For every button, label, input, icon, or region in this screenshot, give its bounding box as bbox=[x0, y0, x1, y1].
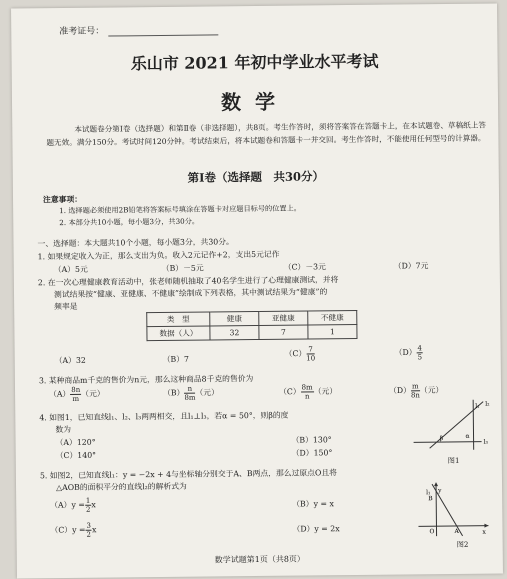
notice-item: 2. 本部分共10小题，每小题3分，共30分。 bbox=[59, 216, 200, 228]
q4-option-b: （B）130° bbox=[291, 435, 332, 445]
q5-option-c bbox=[50, 522, 96, 539]
q1-option-d: （D）7元 bbox=[393, 261, 429, 271]
q4-stem-line1: 4. 如图1，已知直线l₁、l₂、l₃两两相交，且l₁⊥l₃，若α = 50°，则β的度 bbox=[39, 410, 289, 423]
exam-subject: 数学 bbox=[220, 89, 290, 115]
fraction bbox=[411, 382, 420, 399]
option-label: （A） bbox=[49, 389, 71, 399]
figure-1 bbox=[409, 398, 492, 455]
fraction bbox=[306, 345, 315, 362]
option-label: （C）y = bbox=[50, 525, 86, 535]
fraction-numerator: m bbox=[411, 382, 419, 391]
figure2-x-arrow bbox=[484, 524, 488, 528]
figure1-line-l3 bbox=[414, 442, 482, 443]
q3-option-b bbox=[163, 384, 219, 402]
option-unit: （元） bbox=[419, 385, 444, 395]
q5-option-b: （B）y = x bbox=[292, 499, 334, 509]
q2-stem-line1: 2. 在一次心理健康教育活动中，张老师随机抽取了40名学生进行了心理健康测试，并将 bbox=[37, 275, 339, 288]
notice-label: 注意事项： bbox=[42, 194, 83, 205]
q5-stem-line1: 5. 如图2，已知直线l₁：y = −2x + 4与坐标轴分别交于A、B两点，那么过原点O且将 bbox=[39, 468, 337, 481]
figure2-label-o: O bbox=[429, 528, 435, 536]
q2-stem-line2: 测试结果按“健康、亚健康、不健康”绘制成下列表格，其中测试结果为“健康”的 bbox=[53, 287, 328, 300]
fraction-denominator: 8n bbox=[410, 391, 420, 400]
fraction-denominator: 2 bbox=[86, 530, 92, 539]
table-cell: 类 型 bbox=[147, 312, 210, 327]
table-row bbox=[147, 324, 357, 340]
notice-item: 1. 选择题必须使用2B铅笔将答案标号填涂在答题卡对应题目标号的位置上。 bbox=[59, 203, 302, 216]
fraction-numerator: 8m bbox=[301, 383, 313, 392]
fraction-denominator: 5 bbox=[417, 353, 423, 362]
figure2-caption: 图2 bbox=[456, 539, 469, 549]
q3-option-c bbox=[279, 383, 337, 401]
figure1-label-alpha: α bbox=[465, 432, 470, 440]
fraction bbox=[416, 344, 423, 361]
option-label: （A）y = bbox=[50, 500, 85, 510]
option-tail: x bbox=[91, 525, 97, 535]
option-label: （B） bbox=[163, 388, 185, 398]
exam-paper bbox=[11, 3, 503, 578]
option-unit: （元） bbox=[313, 386, 338, 396]
q5-option-a bbox=[50, 497, 96, 514]
option-label: （D） bbox=[394, 347, 417, 358]
q1-stem: 1. 如果规定收入为正，那么支出为负。收入2元记作+2，支出5元记作 bbox=[37, 249, 280, 262]
exam-intro: 本试题卷分第Ⅰ卷（选择题）和第Ⅱ卷（非选择题），共8页。考生作答时，须将答案答在答题卡上，在本试题卷、草稿纸上答题无效。满分150分。考试时间120分钟。考试结束后，将本试题卷和答题卡一并交回。考生作答时，不能使用任何型号的计算器。 bbox=[46, 120, 486, 147]
figure1-label-l1: l₁ bbox=[475, 402, 480, 410]
option-label: （C） bbox=[284, 348, 307, 359]
table-cell: 数据（人） bbox=[147, 326, 210, 341]
figure2-y-arrow bbox=[434, 482, 438, 486]
q5-stem-line2: △AOB的面积平分的直线l₂的解析式为 bbox=[56, 481, 187, 493]
fraction-numerator: n bbox=[184, 385, 195, 394]
health-table bbox=[146, 310, 357, 341]
ticket-number-line bbox=[108, 34, 218, 36]
figure-2 bbox=[414, 480, 493, 539]
q3-option-a bbox=[49, 386, 105, 404]
option-unit: （元） bbox=[195, 387, 219, 398]
q2-stem-line3: 频率是 bbox=[54, 301, 78, 312]
fraction-denominator: n bbox=[304, 392, 310, 401]
figure1-caption: 图1 bbox=[447, 455, 460, 466]
fraction bbox=[301, 383, 314, 400]
section-title: 第Ⅰ卷（选择题 共30分） bbox=[187, 169, 325, 185]
fraction-denominator: m bbox=[72, 394, 80, 403]
figure2-label-a: A bbox=[454, 527, 459, 535]
fraction-numerator: 3 bbox=[86, 521, 91, 530]
q2-option-b: （B）7 bbox=[162, 354, 190, 364]
fraction-denominator: 2 bbox=[85, 505, 91, 514]
q1-option-a: （A）5元 bbox=[53, 264, 88, 275]
figure2-label-x: x bbox=[482, 528, 486, 536]
table-cell: 不健康 bbox=[308, 310, 357, 325]
part-heading: 一、选择题：本大题共10个小题，每小题3分，共30分。 bbox=[37, 237, 234, 249]
fraction-denominator: 10 bbox=[306, 354, 316, 363]
page-footer: 数学试题第1页（共8页） bbox=[214, 554, 305, 565]
fraction-numerator: 8n bbox=[71, 385, 81, 394]
fraction-denominator: 8m bbox=[184, 393, 196, 402]
figure1-line-l1 bbox=[473, 400, 474, 450]
figure1-label-l2: l₂ bbox=[485, 400, 490, 408]
fraction-numerator: 4 bbox=[417, 344, 422, 353]
option-label: （C） bbox=[279, 387, 301, 397]
q4-stem-line2: 数为 bbox=[55, 424, 72, 435]
q3-option-d bbox=[389, 382, 443, 400]
q4-option-d: （D）150° bbox=[291, 448, 333, 458]
q5-option-d: （D）y = 2x bbox=[292, 524, 340, 534]
table-cell: 健康 bbox=[210, 311, 259, 326]
q1-option-c: （C）－3元 bbox=[283, 262, 326, 272]
ticket-number-field bbox=[59, 22, 218, 37]
fraction-numerator: 1 bbox=[85, 496, 91, 505]
option-tail: x bbox=[91, 500, 96, 510]
q3-stem: 3. 某种商品m千克的售价为n元，那么这种商品8千克的售价为 bbox=[38, 374, 254, 386]
figure2-label-b: B bbox=[428, 495, 433, 503]
table-cell: 1 bbox=[308, 324, 357, 339]
table-cell: 32 bbox=[210, 325, 259, 340]
figure1-label-beta: β bbox=[439, 435, 444, 443]
exam-title: 乐山市 2021 年初中学业水平考试 bbox=[130, 51, 379, 74]
q2-option-c bbox=[285, 345, 316, 362]
table-cell: 亚健康 bbox=[259, 311, 308, 326]
q4-option-a: （A）120° bbox=[55, 437, 96, 448]
table-cell: 7 bbox=[259, 325, 308, 340]
option-label: （D） bbox=[389, 385, 411, 396]
option-unit: （元） bbox=[81, 389, 105, 399]
figure2-label-y: y bbox=[438, 487, 442, 495]
ticket-number-label: 准考证号： bbox=[59, 26, 105, 38]
fraction bbox=[184, 385, 195, 402]
figure2-x-axis bbox=[418, 526, 488, 527]
figure2-label-l1: l₁ bbox=[426, 489, 431, 497]
q2-option-d bbox=[395, 344, 424, 361]
fraction-numerator: 7 bbox=[306, 345, 315, 354]
figure1-label-l3: l₃ bbox=[483, 438, 488, 446]
q2-option-a: （A）32 bbox=[54, 355, 86, 366]
q4-option-c: （C）140° bbox=[55, 450, 97, 461]
fraction bbox=[70, 386, 81, 403]
q1-option-b: （B）－5元 bbox=[161, 263, 204, 273]
